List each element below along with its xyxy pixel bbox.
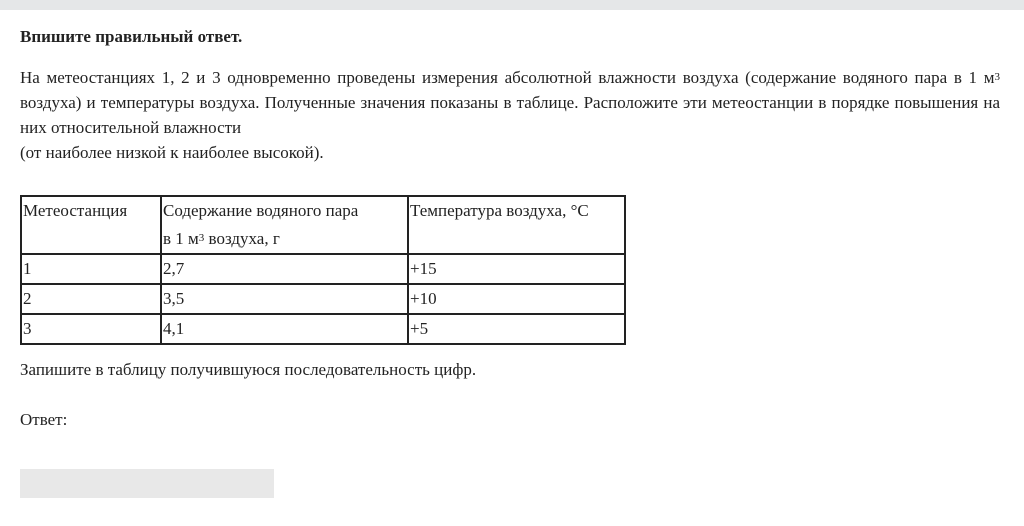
table-row xyxy=(21,254,625,284)
answer-input[interactable] xyxy=(20,469,274,498)
header-temperature: Температура воздуха, °С xyxy=(408,196,625,254)
question-superscript: 3 xyxy=(994,71,1000,83)
task-instruction: Впишите правильный ответ. xyxy=(20,27,243,46)
cell-temperature: +15 xyxy=(408,254,625,284)
task-content xyxy=(20,26,1000,165)
header-vapor xyxy=(161,196,408,254)
cell-vapor: 2,7 xyxy=(161,254,408,284)
cell-station: 3 xyxy=(21,314,161,344)
data-table xyxy=(20,195,626,345)
header-vapor-line1: Содержание водяного пара xyxy=(163,201,359,220)
top-bar xyxy=(0,0,1024,10)
table-row xyxy=(21,314,625,344)
question-part1: На метеостанциях 1, 2 и 3 одновременно проведены измерения абсолютной влажности воздуха (содержание водяного пара в 1 м xyxy=(20,68,995,87)
answer-label: Ответ: xyxy=(20,410,68,429)
table-row xyxy=(21,284,625,314)
cell-temperature: +5 xyxy=(408,314,625,344)
header-station: Метеостанция xyxy=(21,196,161,254)
cell-vapor: 3,5 xyxy=(161,284,408,314)
question-paragraph xyxy=(20,65,1000,140)
cell-station: 1 xyxy=(21,254,161,284)
question-line2: (от наиболее низкой к наиболее высокой). xyxy=(20,143,324,162)
cell-vapor: 4,1 xyxy=(161,314,408,344)
cell-station: 2 xyxy=(21,284,161,314)
header-vapor-line2-pre: в 1 м xyxy=(163,229,199,248)
cell-temperature: +10 xyxy=(408,284,625,314)
question-part2: воздуха) и температуры воздуха. Полученные значения показаны в таблице. Расположите эти метеостанции в порядке повышения на них относительной влажности xyxy=(20,93,1000,137)
header-vapor-line2-post: воздуха, г xyxy=(204,229,280,248)
table-header-row xyxy=(21,196,625,254)
header-vapor-sup: 3 xyxy=(198,232,205,244)
question-text xyxy=(20,65,1000,165)
footer-instruction: Запишите в таблицу получившуюся последовательность цифр. xyxy=(20,360,477,379)
